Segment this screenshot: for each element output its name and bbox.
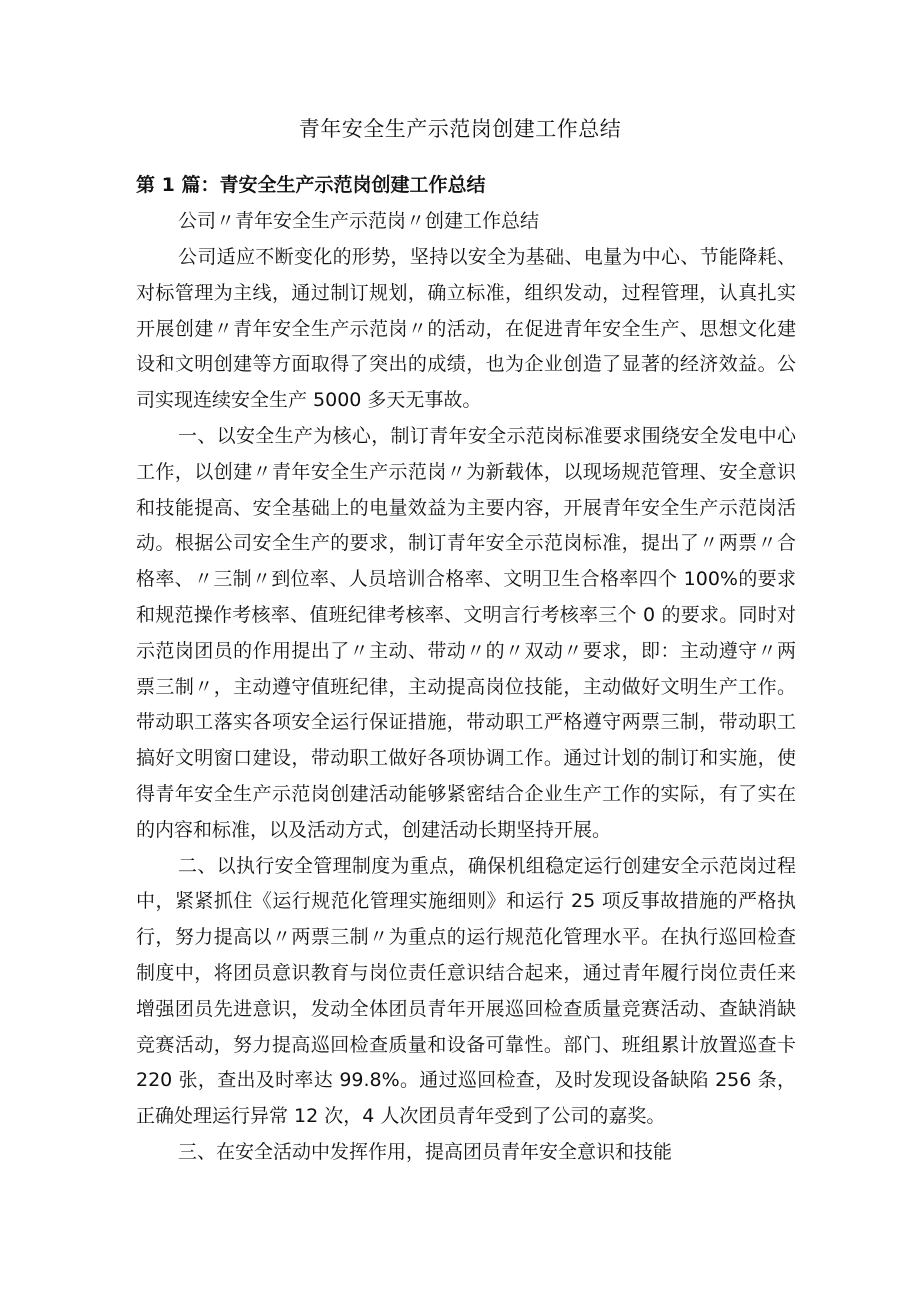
document-subtitle: 公司〃青年安全生产示范岗〃创建工作总结: [178, 210, 540, 232]
paragraph-intro: 公司适应不断变化的形势，坚持以安全为基础、电量为中心、节能降耗、对标管理为主线，通过制订规划，确立标准，组织发动，过程管理，认真扎实开展创建〃青年安全生产示范岗〃的活动，在促进青年安全生产、思想文化建设和文明创建等方面取得了突出的成绩，也为企业创造了显著的经济效益。公司实现连续安全生产 5000 多天无事故。: [136, 246, 796, 412]
section-heading: 第 1 篇：青安全生产示范岗创建工作总结: [136, 174, 486, 196]
document-title: 青年安全生产示范岗创建工作总结: [298, 117, 622, 141]
paragraph-section-2: 二、以执行安全管理制度为重点，确保机组稳定运行创建安全示范岗过程中，紧紧抓住《运行规范化管理实施细则》和运行 25 项反事故措施的严格执行，努力提高以〃两票三制〃为重点的运行规范化管理水平。在执行巡回检查制度中，将团员意识教育与岗位责任意识结合起来，通过青年履行岗位责任来增强团员先进意识，发动全体团员青年开展巡回检查质量竞赛活动、查缺消缺竞赛活动，努力提高巡回检查质量和设备可靠性。部门、班组累计放置巡查卡 220 张，查出及时率达 99.8%。通过巡回检查，及时发现设备缺陷 256 条，正确处理运行异常 12 次，4 人次团员青年受到了公司的嘉奖。: [136, 854, 796, 1128]
paragraph-section-1: 一、以安全生产为核心，制订青年安全示范岗标准要求围绕安全发电中心工作，以创建〃青年安全生产示范岗〃为新载体，以现场规范管理、安全意识和技能提高、安全基础上的电量效益为主要内容，开展青年安全生产示范岗活动。根据公司安全生产的要求，制订青年安全示范岗标准，提出了〃两票〃合格率、〃三制〃到位率、人员培训合格率、文明卫生合格率四个 100%的要求和规范操作考核率、值班纪律考核率、文明言行考核率三个 0 的要求。同时对示范岗团员的作用提出了〃主动、带动〃的〃双动〃要求，即：主动遵守〃两票三制〃，主动遵守值班纪律，主动提高岗位技能，主动做好文明生产工作。带动职工落实各项安全运行保证措施，带动职工严格遵守两票三制，带动职工搞好文明窗口建设，带动职工做好各项协调工作。通过计划的制订和实施，使得青年安全生产示范岗创建活动能够紧密结合企业生产工作的实际，有了实在的内容和标准，以及活动方式，创建活动长期坚持开展。: [136, 424, 796, 841]
body-text: [136, 240, 796, 1171]
paragraph-section-3: 三、在安全活动中发挥作用，提高团员青年安全意识和技能: [178, 1140, 673, 1163]
